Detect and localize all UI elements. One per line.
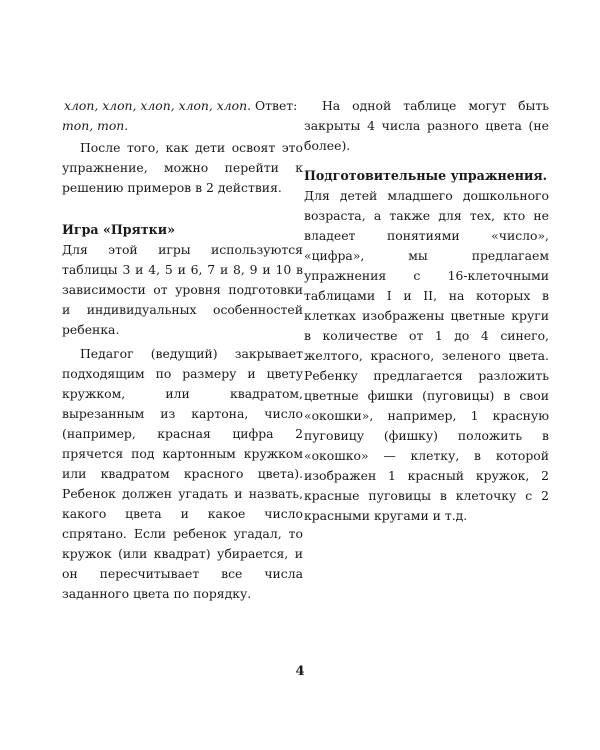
- answer-label: Ответ:: [251, 98, 298, 113]
- page-number: 4: [295, 664, 305, 679]
- game-heading: Игра «Прятки»: [62, 222, 175, 237]
- right-paragraph-1: На одной таблице могут быть закрыты 4 числа разного цвета (не более).: [304, 98, 549, 153]
- paragraph-after-answer: После того, как дети освоят это упражнение, можно перейти к решению примеров в 2 действия.: [62, 140, 303, 195]
- answer-line-2: топ, топ.: [62, 118, 129, 133]
- game-paragraph-1: Для этой игры используются таблицы 3 и 4, 5 и 6, 7 и 8, 9 и 10 в зависимости от уровня подготовки и индивидуальных особенностей ребенка.: [62, 242, 303, 337]
- prep-heading: Подготовительные упражнения.: [304, 168, 548, 183]
- prep-paragraph: Для детей младшего дошкольного возраста, а также для тех, кто не владеет понятиями «число», «цифра», мы предлагаем упражнения с 16-клеточными таблицами I и II, на которых в клетках изображены цветные круги в количестве от 1 до 4 синего, желтого, красного, зеленого цвета. Ребенку предлагается разложить цветные фишки (пуговицы) в свои «окошки», например, 1 красную пуговицу (фишку) положить в «окошко» — клетку, в которой изображен 1 красный кружок, 2 красные пуговицы в клеточку с 2 красными кругами и т.д.: [304, 188, 549, 523]
- left-column: [62, 96, 303, 604]
- answer-claps: хлоп, хлоп, хлоп, хлоп, хлоп.: [64, 98, 252, 113]
- answer-line-1: [62, 96, 303, 116]
- right-column: [304, 96, 549, 526]
- game-paragraph-2: Педагог (ведущий) закрывает подходящим по размеру и цвету кружком, или квадратом, вырезанным из картона, число (например, красная цифра 2 прячется под картонным кружком или квадратом красного цвета). Ребенок должен угадать и назвать, какого цвета и какое число спрятано. Если ребенок угадал, то кружок (или квадрат) убирается, и он пересчитывает все числа заданного цвета по порядку.: [62, 346, 303, 601]
